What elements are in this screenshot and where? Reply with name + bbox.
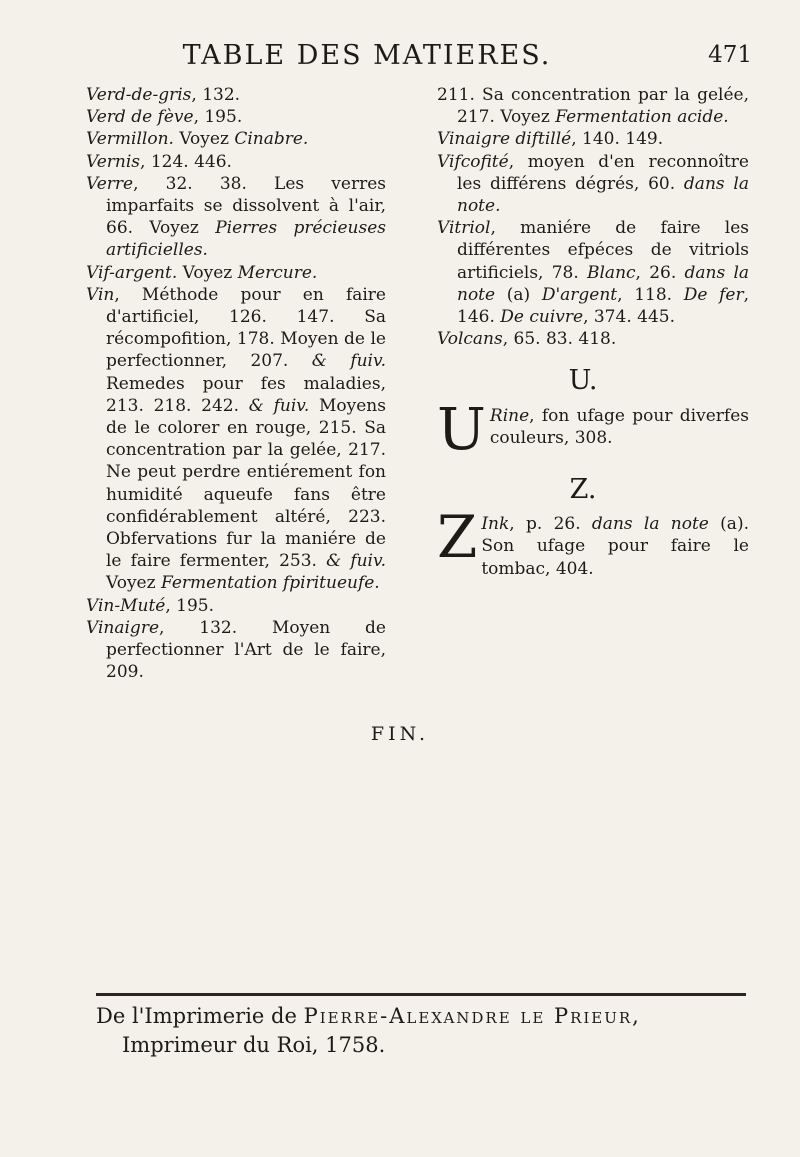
entry-italic-text: dans la note [591, 514, 709, 535]
index-entry [86, 128, 386, 150]
index-entry-zink [437, 503, 749, 580]
printer-imprint [96, 1002, 756, 1060]
entry-headword: Vin [86, 284, 115, 305]
entry-text: , 140. 149. [571, 129, 664, 150]
entry-italic-text: dans la note. [457, 173, 749, 217]
index-entry [86, 595, 386, 617]
entry-text: , 132. [191, 85, 241, 105]
entry-text: , 124. 446. [140, 151, 232, 172]
entry-italic-text: & fuiv. [311, 351, 386, 372]
index-entry [437, 328, 749, 350]
entry-headword: Vin-Muté [86, 595, 166, 616]
imprint-rule [96, 993, 746, 996]
entry-italic-text: Fermentation acide. [555, 107, 729, 128]
entry-italic-text: dans la note [457, 262, 750, 305]
entry-headword: Verd-de-gris [86, 85, 192, 105]
index-entry [86, 173, 386, 262]
entry-headword: Volcans [437, 329, 503, 350]
index-entry [86, 617, 386, 684]
entry-text: , 118. [617, 284, 684, 305]
entry-text: Remedes pour fes maladies, 213. 218. 242. [106, 373, 386, 416]
imprint-line-1 [96, 1002, 756, 1031]
index-entry [437, 128, 749, 150]
entry-text: Moyens de le colorer en rouge, 215. Sa concentration par la gelée, 217. Ne peut perdre entiérement fon humidité aqueufe fans être confidérablement altéré, 223. Obfervations fur la maniére de le faire fermenter, 253. [106, 395, 386, 572]
entry-text: , 26. [635, 262, 685, 283]
entry-text: , p. 26. [509, 514, 592, 535]
entry-italic-text: & fuiv. [326, 551, 386, 572]
entry-italic-text: Cinabre. [234, 129, 309, 150]
entry-text: , moyen d'en reconnoître les différens dégrés, 60. [457, 151, 749, 194]
imprint-line-2: Imprimeur du Roi, 1758. [122, 1033, 386, 1057]
entry-text: , 195. [193, 107, 243, 128]
entry-text: 211. Sa concentration par la gelée, 217. Voyez [437, 85, 749, 128]
right-column [437, 84, 749, 580]
entry-headword: Vif-argent. [86, 262, 178, 283]
entry-text: Voyez [106, 573, 161, 594]
entry-italic-text: & fuiv. [248, 395, 310, 416]
entry-text: Voyez [173, 129, 235, 150]
entry-text: , 146. [457, 284, 749, 328]
entry-headword: Vinaigre diftillé [437, 129, 572, 150]
imprint-prefix: De l'Imprimerie de [96, 1004, 297, 1028]
entry-italic-text: Blanc [587, 262, 636, 283]
page-header [72, 40, 752, 80]
dropcap-z: Z [437, 503, 478, 572]
entry-text: , 65. 83. 418. [502, 329, 617, 350]
entry-headword: Vifcofité [437, 151, 509, 172]
dropcap-u: U [437, 394, 486, 463]
entry-text: (a). Son ufage pour faire le tombac, 404. [481, 514, 749, 579]
index-entry [437, 217, 749, 328]
entry-italic-text: Rine [489, 405, 530, 426]
entry-headword: Vinaigre [86, 617, 160, 638]
entry-text: , 32. 38. Les verres imparfaits se dissolvent à l'air, 66. Voyez [106, 173, 386, 239]
index-entry [437, 84, 749, 128]
entry-text: , maniére de faire les différentes efpéces de vitriols artificiels, 78. [457, 218, 749, 283]
index-entry-urine [437, 394, 749, 463]
index-entry [86, 262, 386, 284]
index-entry [437, 151, 749, 218]
entry-headword: Vermillon. [86, 129, 174, 150]
entry-text: Voyez [177, 262, 238, 283]
fin-mark: FIN. [370, 723, 430, 745]
section-letter-z: Z. [569, 474, 597, 506]
entry-text: , Méthode pour en faire d'artificiel, 126. 147. Sa récompofition, 178. Moyen de le perfectionner, 207. [106, 284, 386, 372]
entry-headword: Verre [86, 173, 134, 194]
entry-text: , fon ufage pour diverfes couleurs, 308. [489, 405, 749, 448]
right-column-entries [437, 84, 749, 350]
entry-italic-text: Mercure. [237, 262, 318, 283]
entry-italic-text: Pierres précieuses artificielles. [106, 218, 386, 261]
entry-headword: Verd de fève [86, 107, 194, 128]
entry-text: , 195. [165, 595, 215, 616]
printer-name: Pierre-Alexandre le Prieur, [303, 1004, 641, 1028]
entry-text: , 374. 445. [583, 307, 675, 328]
page-number: 471 [708, 42, 752, 68]
index-entry [86, 284, 386, 595]
entry-italic-text: De fer [683, 284, 744, 305]
left-column [86, 84, 386, 683]
entry-headword: Vernis [86, 151, 141, 172]
entry-italic-text: De cuivre [500, 307, 584, 328]
index-entry [86, 151, 386, 173]
entry-text: , 132. Moyen de perfectionner l'Art de le faire, 209. [106, 617, 386, 683]
entry-headword: Vitriol [437, 218, 491, 239]
index-entry [86, 84, 386, 106]
entry-italic-text: Fermentation fpiritueufe. [160, 573, 380, 594]
entry-text: (a) [495, 284, 542, 305]
entry-italic-text: D'argent [541, 284, 618, 305]
index-entry [86, 106, 386, 128]
section-letter-u: U. [568, 365, 598, 397]
running-head: TABLE DES MATIERES. [182, 40, 552, 71]
entry-italic-text: Ink [481, 514, 510, 535]
